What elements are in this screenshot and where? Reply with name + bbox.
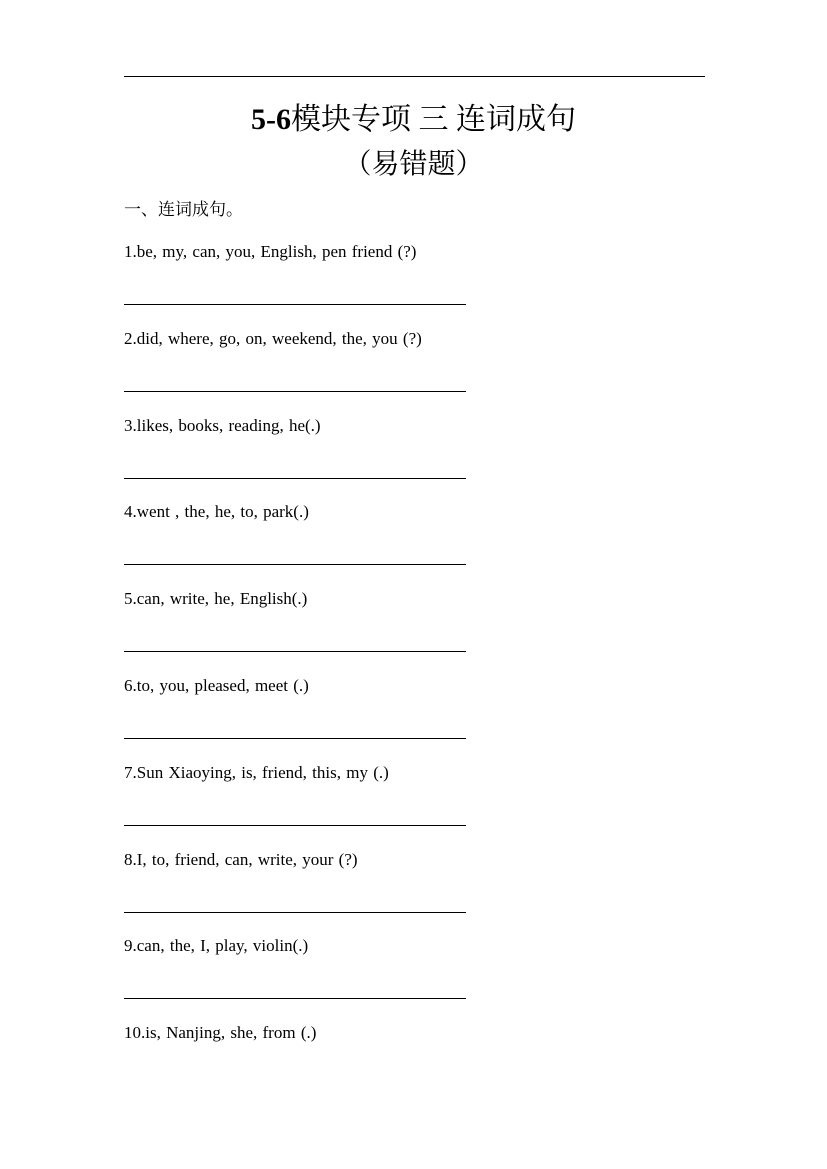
page-title	[0, 100, 827, 140]
top-rule	[124, 76, 705, 77]
question-text: 3.likes, books, reading, he(.)	[124, 415, 321, 435]
question-text: 1.be, my, can, you, English, pen friend (?)	[124, 242, 417, 261]
answer-line[interactable]	[124, 478, 466, 479]
question-text: 9.can, the, I, play, violin(.)	[124, 936, 309, 956]
question-item	[124, 586, 744, 673]
question-item	[124, 326, 744, 413]
question-text: 6.to, you, pleased, meet (.)	[124, 675, 309, 695]
question-text: 10.is, Nanjing, she, from (.)	[124, 1023, 317, 1043]
question-list	[124, 239, 744, 1107]
question-item	[124, 1020, 744, 1107]
answer-line[interactable]	[124, 998, 466, 999]
question-item	[124, 673, 744, 760]
answer-line[interactable]	[124, 738, 466, 739]
question-item	[124, 239, 744, 326]
question-item	[124, 413, 744, 500]
title-number: 5-6	[251, 103, 291, 136]
question-item	[124, 760, 744, 847]
answer-line[interactable]	[124, 912, 466, 913]
question-text: 7.Sun Xiaoying, is, friend, this, my (.)	[124, 762, 389, 782]
title-text: 模块专项 三 连词成句	[291, 103, 576, 136]
page-subtitle: （易错题）	[343, 149, 484, 180]
question-item	[124, 499, 744, 586]
question-item	[124, 847, 744, 934]
answer-line[interactable]	[124, 304, 466, 305]
question-text: 8.I, to, friend, can, write, your (?)	[124, 849, 358, 869]
answer-line[interactable]	[124, 391, 466, 392]
section-heading: 一、连词成句。	[124, 200, 243, 219]
answer-line[interactable]	[124, 651, 466, 652]
question-text: 2.did, where, go, on, weekend, the, you (?)	[124, 328, 422, 348]
answer-line[interactable]	[124, 825, 466, 826]
question-item	[124, 933, 744, 1020]
answer-line[interactable]	[124, 564, 466, 565]
question-text: 4.went , the, he, to, park(.)	[124, 502, 309, 522]
question-text: 5.can, write, he, English(.)	[124, 589, 308, 609]
